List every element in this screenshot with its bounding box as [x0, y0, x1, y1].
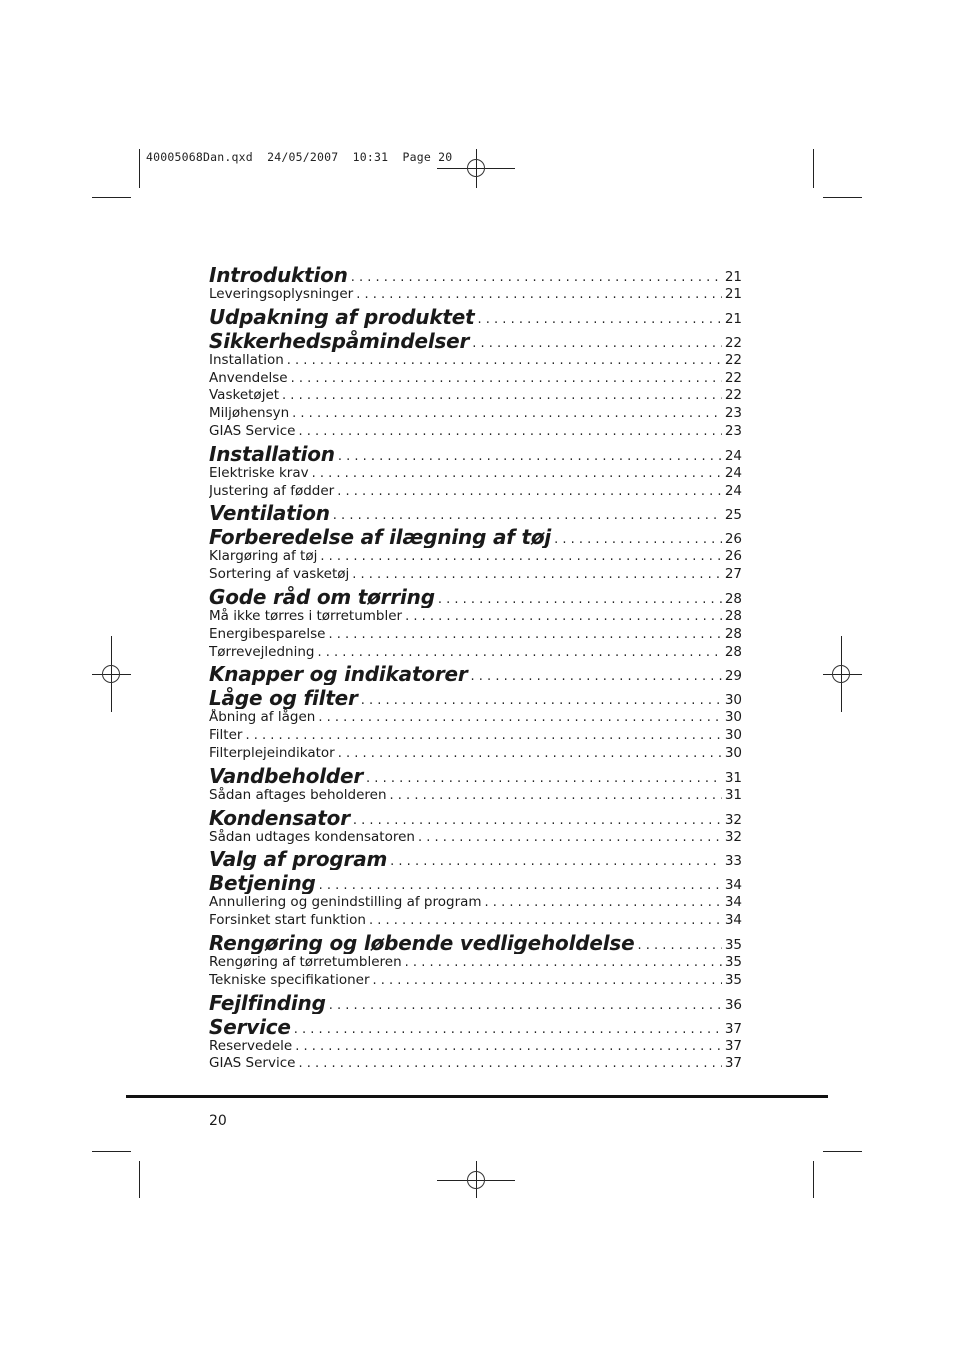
toc-dot-leader: [390, 854, 722, 869]
toc-entry-page: 24: [724, 447, 742, 464]
toc-entry-label: Tørrevejledning: [209, 643, 315, 660]
toc-entry-page: 28: [724, 643, 742, 660]
toc-dot-leader: [337, 484, 722, 499]
toc-entry-page: 35: [724, 953, 742, 970]
table-of-contents: [209, 262, 742, 1073]
toc-entry-page: 30: [724, 744, 742, 761]
toc-chapter-row: [209, 685, 742, 709]
toc-dot-leader: [366, 771, 722, 786]
toc-entry-label: Udpakning af produktet: [209, 304, 475, 328]
toc-entry-label: Justering af fødder: [209, 482, 335, 499]
toc-dot-leader: [554, 532, 722, 547]
toc-entry-label: Åbning af lågen: [209, 709, 316, 726]
footer-rule: [126, 1095, 828, 1098]
toc-dot-leader: [292, 406, 722, 421]
toc-entry-label: Vasketøjet: [209, 387, 280, 404]
toc-section-row: [209, 894, 742, 912]
toc-section-row: [209, 352, 742, 370]
crop-mark: [813, 1161, 814, 1198]
toc-entry-page: 37: [724, 1020, 742, 1037]
toc-dot-leader: [294, 1022, 722, 1037]
toc-entry-label: Låge og filter: [209, 686, 358, 710]
toc-dot-leader: [373, 973, 722, 988]
toc-dot-leader: [333, 508, 722, 523]
toc-dot-leader: [245, 728, 721, 743]
toc-section-row: [209, 566, 742, 584]
toc-entry-label: Filterplejeindikator: [209, 744, 335, 761]
toc-entry-page: 22: [724, 334, 742, 351]
toc-entry-label: GIAS Service: [209, 1055, 296, 1072]
toc-dot-leader: [317, 645, 721, 660]
toc-entry-page: 37: [724, 1055, 742, 1072]
toc-entry-page: 24: [724, 464, 742, 481]
registration-mark-circle: [467, 1171, 485, 1189]
toc-entry-label: Betjening: [209, 871, 316, 895]
toc-dot-leader: [351, 270, 722, 285]
toc-section-row: [209, 912, 742, 930]
toc-entry-page: 36: [724, 996, 742, 1013]
toc-section-row: [209, 1038, 742, 1056]
crop-mark: [139, 1161, 140, 1198]
toc-section-row: [209, 370, 742, 388]
toc-section-row: [209, 644, 742, 662]
toc-dot-leader: [312, 466, 722, 481]
toc-section-row: [209, 608, 742, 626]
toc-entry-label: Introduktion: [209, 263, 348, 286]
toc-chapter-row: [209, 661, 742, 685]
toc-entry-page: 26: [724, 548, 742, 565]
toc-entry-label: Filter: [209, 727, 243, 744]
toc-chapter-row: [209, 930, 742, 954]
toc-entry-label: Miljøhensyn: [209, 405, 290, 422]
toc-entry-label: Sådan aftages beholderen: [209, 786, 387, 803]
toc-dot-leader: [298, 424, 721, 439]
toc-entry-page: 23: [724, 405, 742, 422]
toc-entry-label: Anvendelse: [209, 369, 288, 386]
toc-entry-page: 31: [724, 769, 742, 786]
toc-dot-leader: [405, 609, 722, 624]
toc-entry-page: 34: [724, 894, 742, 911]
toc-chapter-row: [209, 846, 742, 870]
toc-entry-label: Forsinket start funktion: [209, 912, 366, 929]
toc-entry-page: 30: [724, 692, 742, 709]
toc-chapter-row: [209, 1014, 742, 1038]
toc-entry-label: Installation: [209, 351, 284, 368]
toc-entry-page: 32: [724, 811, 742, 828]
toc-chapter-row: [209, 763, 742, 787]
toc-entry-page: 30: [724, 727, 742, 744]
toc-dot-leader: [438, 592, 722, 607]
toc-entry-page: 37: [724, 1037, 742, 1054]
registration-mark-circle: [102, 665, 120, 683]
toc-section-row: [209, 1055, 742, 1073]
toc-dot-leader: [291, 371, 722, 386]
toc-chapter-row: [209, 328, 742, 352]
toc-chapter-row: [209, 990, 742, 1014]
toc-dot-leader: [471, 669, 722, 684]
toc-entry-page: 22: [724, 369, 742, 386]
toc-entry-label: Annullering og genindstilling af program: [209, 894, 482, 911]
toc-entry-page: 21: [724, 269, 742, 285]
toc-entry-label: Vandbeholder: [209, 763, 364, 787]
toc-section-row: [209, 745, 742, 763]
toc-entry-page: 32: [724, 828, 742, 845]
toc-dot-leader: [353, 813, 722, 828]
toc-dot-leader: [356, 287, 722, 302]
toc-dot-leader: [485, 895, 722, 910]
toc-entry-page: 28: [724, 607, 742, 624]
toc-entry-label: Gode råd om tørring: [209, 584, 435, 608]
toc-dot-leader: [405, 955, 722, 970]
toc-section-row: [209, 727, 742, 745]
crop-mark: [823, 1151, 862, 1152]
toc-entry-label: Fejlfinding: [209, 990, 326, 1014]
toc-entry-page: 33: [724, 853, 742, 870]
toc-chapter-row: [209, 304, 742, 328]
toc-section-row: [209, 709, 742, 727]
toc-dot-leader: [338, 746, 722, 761]
toc-entry-label: Reservedele: [209, 1037, 293, 1054]
toc-entry-label: Sådan udtages kondensatoren: [209, 828, 415, 845]
crop-mark: [92, 197, 131, 198]
registration-mark-circle: [467, 159, 485, 177]
toc-entry-label: Rengøring og løbende vedligeholdelse: [209, 930, 635, 954]
toc-entry-label: Sortering af vasketøj: [209, 566, 350, 583]
toc-dot-leader: [390, 788, 722, 803]
crop-mark: [813, 149, 814, 188]
toc-section-row: [209, 972, 742, 990]
toc-section-row: [209, 954, 742, 972]
toc-entry-page: 21: [724, 310, 742, 327]
toc-entry-label: Må ikke tørres i tørretumbler: [209, 607, 403, 624]
toc-entry-label: Service: [209, 1014, 291, 1038]
toc-entry-label: Rengøring af tørretumbleren: [209, 953, 402, 970]
toc-dot-leader: [329, 998, 722, 1013]
toc-entry-label: Kondensator: [209, 805, 350, 829]
toc-chapter-row: [209, 524, 742, 548]
toc-dot-leader: [637, 938, 721, 953]
toc-entry-page: 35: [724, 936, 742, 953]
toc-entry-page: 21: [724, 286, 742, 302]
toc-dot-leader: [338, 449, 722, 464]
crop-mark: [92, 1151, 131, 1152]
toc-entry-label: Tekniske specifikationer: [209, 971, 370, 988]
toc-dot-leader: [298, 1056, 721, 1071]
registration-mark-circle: [832, 665, 850, 683]
toc-section-row: [209, 465, 742, 483]
toc-section-row: [209, 405, 742, 423]
toc-entry-label: Elektriske krav: [209, 464, 309, 481]
toc-entry-page: 22: [724, 351, 742, 368]
toc-dot-leader: [295, 1039, 722, 1054]
toc-dot-leader: [418, 830, 722, 845]
toc-entry-label: Ventilation: [209, 501, 330, 525]
toc-dot-leader: [287, 353, 722, 368]
toc-entry-label: Klargøring af tøj: [209, 548, 318, 565]
toc-entry-label: GIAS Service: [209, 422, 296, 439]
toc-entry-page: 22: [724, 387, 742, 404]
toc-dot-leader: [282, 388, 722, 403]
toc-entry-page: 35: [724, 971, 742, 988]
toc-chapter-row: [209, 805, 742, 829]
toc-dot-leader: [319, 878, 722, 893]
toc-dot-leader: [472, 336, 722, 351]
toc-chapter-row: [209, 441, 742, 465]
toc-dot-leader: [361, 693, 722, 708]
toc-chapter-row: [209, 262, 742, 286]
toc-entry-label: Forberedelse af ilægning af tøj: [209, 525, 552, 549]
toc-dot-leader: [369, 913, 722, 928]
crop-mark: [139, 149, 140, 188]
toc-entry-label: Sikkerhedspåmindelser: [209, 328, 470, 352]
toc-entry-page: 26: [724, 531, 742, 548]
crop-mark: [823, 197, 862, 198]
toc-chapter-row: [209, 870, 742, 894]
toc-entry-page: 30: [724, 709, 742, 726]
toc-section-row: [209, 829, 742, 847]
toc-dot-leader: [320, 549, 721, 564]
toc-entry-label: Installation: [209, 441, 335, 465]
toc-chapter-row: [209, 584, 742, 608]
toc-dot-leader: [328, 627, 721, 642]
page-number: 20: [209, 1113, 227, 1129]
toc-entry-label: Energibesparelse: [209, 625, 326, 642]
toc-entry-page: 34: [724, 912, 742, 929]
toc-section-row: [209, 483, 742, 501]
toc-entry-page: 31: [724, 786, 742, 803]
toc-section-row: [209, 787, 742, 805]
toc-section-row: [209, 387, 742, 405]
toc-entry-page: 28: [724, 625, 742, 642]
toc-dot-leader: [318, 710, 722, 725]
toc-section-row: [209, 286, 742, 304]
toc-section-row: [209, 548, 742, 566]
toc-entry-page: 34: [724, 877, 742, 894]
toc-entry-page: 23: [724, 422, 742, 439]
toc-entry-label: Valg af program: [209, 847, 388, 871]
toc-entry-page: 24: [724, 482, 742, 499]
toc-chapter-row: [209, 500, 742, 524]
toc-entry-page: 29: [724, 668, 742, 685]
toc-section-row: [209, 626, 742, 644]
toc-entry-page: 28: [724, 590, 742, 607]
toc-entry-page: 25: [724, 507, 742, 524]
toc-entry-label: Knapper og indikatorer: [209, 662, 468, 686]
toc-entry-label: Leveringsoplysninger: [209, 286, 354, 302]
print-slug: 40005068Dan.qxd 24/05/2007 10:31 Page 20: [146, 150, 453, 164]
toc-entry-page: 27: [724, 566, 742, 583]
toc-dot-leader: [478, 312, 722, 327]
toc-dot-leader: [352, 567, 722, 582]
toc-section-row: [209, 423, 742, 441]
